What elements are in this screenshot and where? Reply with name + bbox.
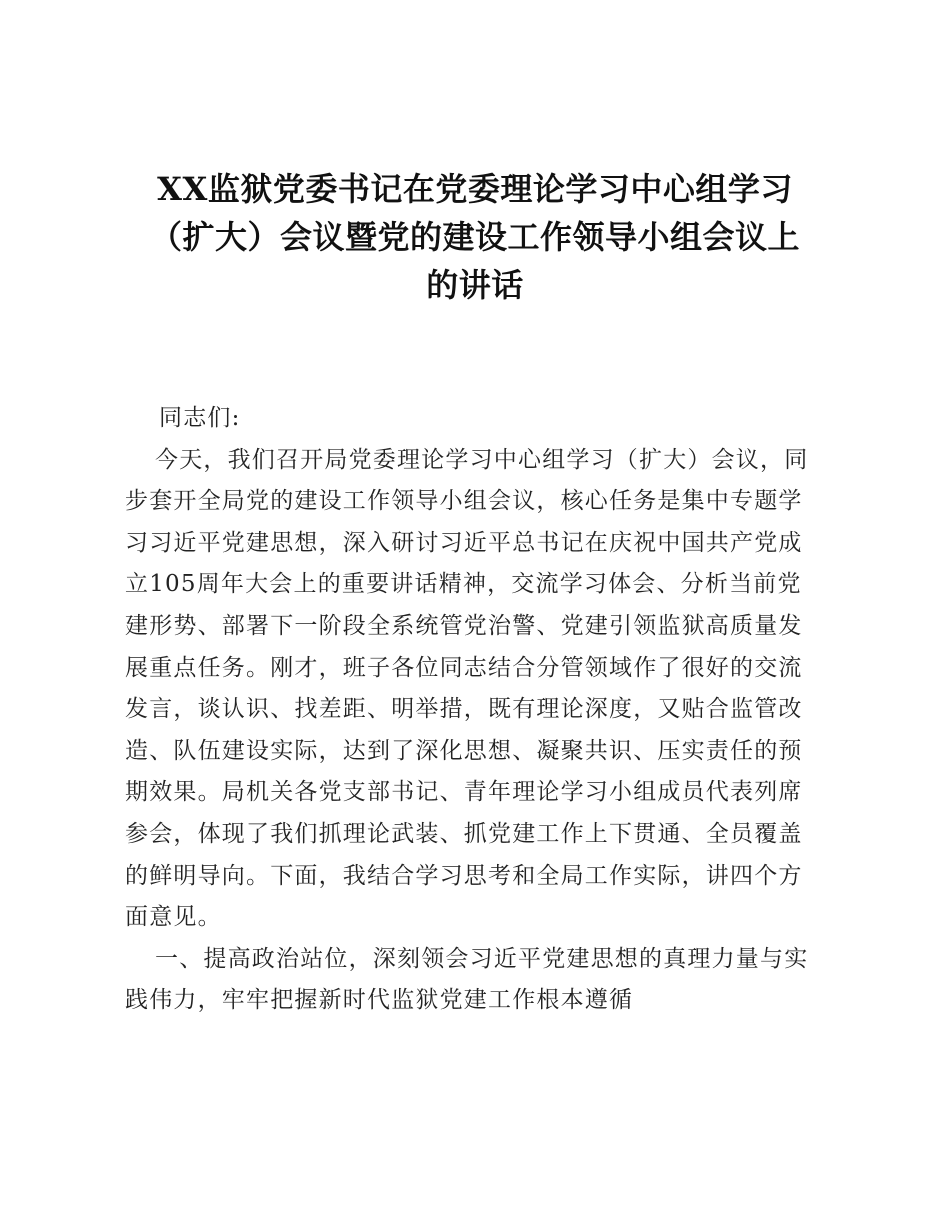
paragraph-line: 今天，我们召开局党委理论学习中心组学习（扩大）会议，同 [155, 446, 809, 473]
heading-line: 践伟力，牢牢把握新时代监狱党建工作根本遵循 [125, 987, 634, 1014]
paragraph-line: 面意见。 [125, 904, 222, 931]
paragraph-line: 的鲜明导向。下面，我结合学习思考和全局工作实际，讲四个方 [125, 862, 803, 889]
document-body [125, 398, 830, 1022]
paragraph-line: 习习近平党建思想，深入研讨习近平总书记在庆祝中国共产党成 [125, 529, 803, 556]
paragraph-line: 立105周年大会上的重要讲话精神，交流学习体会、分析当前党 [125, 571, 802, 598]
title-line-2: （扩大）会议暨党的建设工作领导小组会议上 [149, 218, 800, 256]
paragraph-opening [125, 440, 830, 939]
paragraph-line: 造、队伍建设实际，达到了深化思想、凝聚共识、压实责任的预 [125, 737, 803, 764]
paragraph-line: 展重点任务。刚才，班子各位同志结合分管领域作了很好的交流 [125, 654, 803, 681]
paragraph-line: 发言，谈认识、找差距、明举措，既有理论深度，又贴合监管改 [125, 696, 803, 723]
paragraph-line: 建形势、部署下一阶段全系统管党治警、党建引领监狱高质量发 [125, 612, 803, 639]
paragraph-line: 期效果。局机关各党支部书记、青年理论学习小组成员代表列席 [125, 779, 803, 806]
document-title [120, 165, 830, 309]
heading-line: 一、提高政治站位，深刻领会习近平党建思想的真理力量与实 [155, 945, 809, 972]
section-1-heading [125, 939, 830, 1022]
title-line-1: XX监狱党委书记在党委理论学习中心组学习 [157, 170, 793, 208]
paragraph-line: 步套开全局党的建设工作领导小组会议，核心任务是集中专题学 [125, 488, 803, 515]
paragraph-line: 参会，体现了我们抓理论武装、抓党建工作上下贯通、全员覆盖 [125, 820, 803, 847]
salutation: 同志们: [159, 405, 241, 431]
title-line-3: 的讲话 [426, 266, 524, 304]
